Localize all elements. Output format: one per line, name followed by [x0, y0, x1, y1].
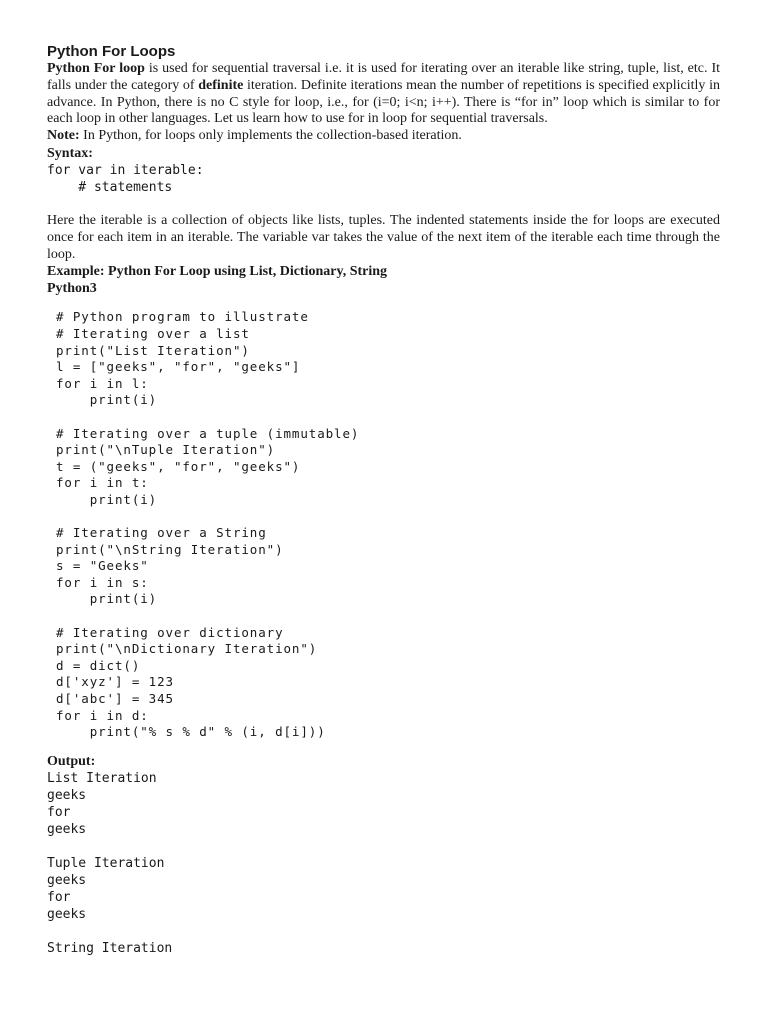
- code-line: # Python program to illustrate: [56, 309, 309, 325]
- syntax-line-2: # statements: [47, 179, 173, 195]
- code-line: print("\nTuple Iteration"): [56, 442, 276, 458]
- output-line: geeks: [47, 787, 87, 803]
- spacer: [47, 297, 720, 309]
- code-line: l = ["geeks", "for", "geeks"]: [56, 359, 301, 375]
- code-line: for i in l:: [56, 375, 149, 391]
- code-line: print("List Iteration"): [56, 342, 250, 358]
- code-list-section: [47, 309, 720, 409]
- output-line: geeks: [47, 872, 87, 888]
- code-line: print("\nString Iteration"): [56, 541, 284, 557]
- output-line: for: [47, 889, 71, 905]
- code-string-section: [47, 525, 720, 608]
- spacer: [47, 923, 720, 940]
- code-line: for i in d:: [56, 707, 149, 723]
- output-line: Tuple Iteration: [47, 855, 165, 871]
- intro-text-2: iteration. Definite iterations mean the number of repetitions is specified explicitly in advance. In Python, there is no C style for loop, i.e., for (i=0; i<n; i++). There is “for in” loop which is similar to for each loop in other languages. Let us learn how to use for in loop for sequential traversals.: [47, 77, 720, 127]
- code-line: # Iterating over a list: [56, 325, 250, 341]
- output-block: [47, 770, 720, 957]
- spacer: [47, 838, 720, 855]
- intro-text-1: is used for sequential traversal i.e. it is used for iterating over an iterable like string, tuple, list, etc. It falls under the category of: [47, 61, 720, 93]
- code-tuple-section: [47, 426, 720, 509]
- output-label: Output:: [47, 753, 96, 769]
- code-line: # Iterating over a String: [56, 525, 267, 541]
- code-line: d['xyz'] = 123: [56, 674, 174, 690]
- spacer: [47, 741, 720, 753]
- syntax-label: Syntax:: [47, 145, 93, 161]
- code-line: print("% s % d" % (i, d[i])): [56, 724, 326, 740]
- code-line: t = ("geeks", "for", "geeks"): [56, 458, 301, 474]
- intro-emphasis: definite: [198, 77, 244, 93]
- spacer: [47, 196, 720, 213]
- code-line: d['abc'] = 345: [56, 691, 174, 707]
- code-line: for i in s:: [56, 574, 149, 590]
- code-line: for i in t:: [56, 475, 149, 491]
- page-title: Python For Loops: [47, 43, 176, 60]
- code-line: d = dict(): [56, 657, 141, 673]
- code-line: # Iterating over dictionary: [56, 624, 284, 640]
- note-paragraph: [47, 128, 720, 145]
- code-line: print(i): [56, 591, 158, 607]
- output-line: List Iteration: [47, 770, 157, 786]
- explanation-paragraph: Here the iterable is a collection of objects like lists, tuples. The indented statements inside the for loops are executed once for each item in an iterable. The variable var takes the value of the next item of the iterable each time through the loop.: [47, 212, 720, 262]
- language-label: Python3: [47, 281, 97, 297]
- spacer: [47, 608, 720, 625]
- code-line: print(i): [56, 491, 158, 507]
- code-example: [47, 309, 720, 740]
- note-text: In Python, for loops only implements the collection-based iteration.: [79, 128, 462, 144]
- spacer: [47, 409, 720, 426]
- code-line: s = "Geeks": [56, 558, 149, 574]
- example-label: Example: Python For Loop using List, Dictionary, String: [47, 264, 388, 280]
- spacer: [47, 509, 720, 526]
- intro-term: Python For loop: [47, 61, 145, 76]
- intro-paragraph: [47, 61, 720, 128]
- output-line: geeks: [47, 906, 87, 922]
- code-line: # Iterating over a tuple (immutable): [56, 425, 360, 441]
- note-label: Note:: [47, 128, 80, 144]
- code-line: print(i): [56, 392, 158, 408]
- syntax-line-1: for var in iterable:: [47, 162, 204, 178]
- output-line: geeks: [47, 821, 87, 837]
- document-page: [47, 42, 720, 957]
- code-line: print("\nDictionary Iteration"): [56, 641, 318, 657]
- output-line: for: [47, 804, 71, 820]
- output-line: String Iteration: [47, 940, 173, 956]
- code-dict-section: [47, 625, 720, 741]
